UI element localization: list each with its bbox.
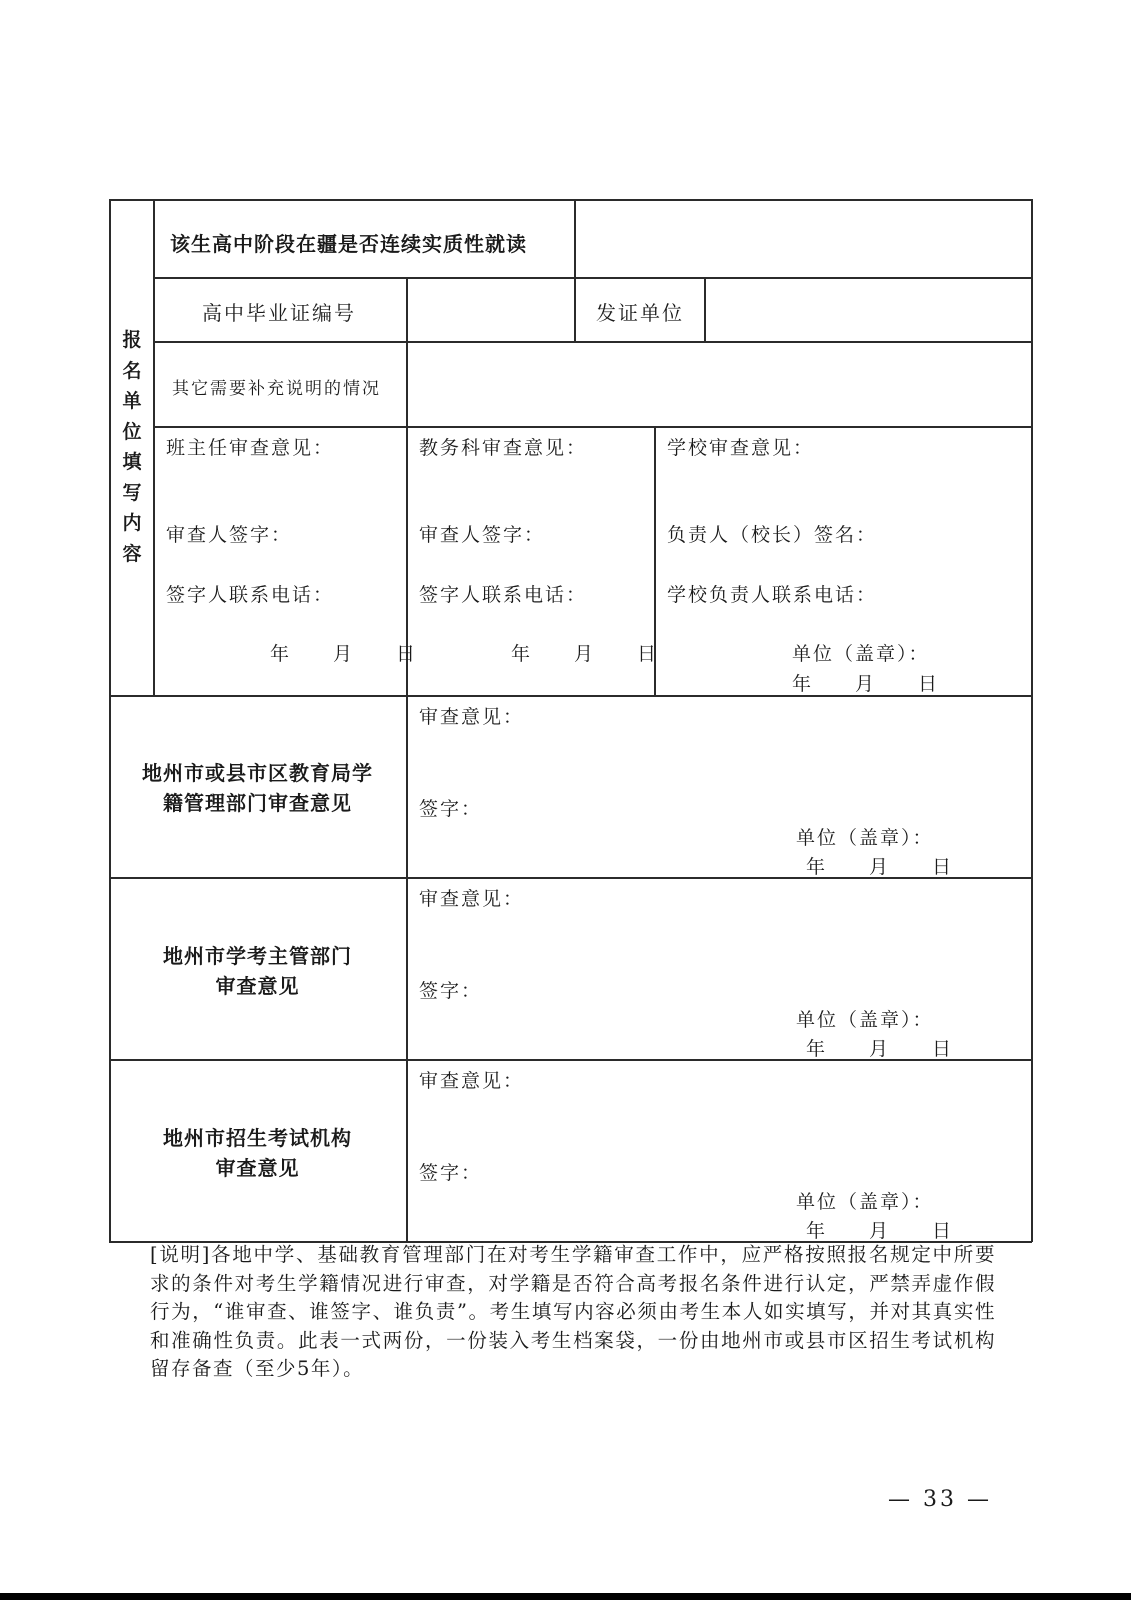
table-border-right: [1031, 199, 1033, 1242]
academic-affairs-opinion-label: 教务科审查意见：: [419, 437, 588, 459]
review-date: 年 月 日: [806, 856, 954, 878]
table-rule-vertical: [574, 199, 576, 342]
review-opinion-label: 审查意见：: [419, 706, 525, 728]
table-rule-vertical: [153, 199, 155, 696]
review-opinion-label: 审查意见：: [419, 888, 525, 910]
head-teacher-opinion-label: 班主任审查意见：: [166, 437, 335, 459]
table-rule-vertical: [406, 277, 408, 1241]
table-rule: [153, 341, 1032, 343]
review-label-line: 地州市招生考试机构: [163, 1126, 352, 1150]
continuous-study-label: 该生高中阶段在疆是否连续实质性就读: [170, 232, 527, 256]
head-teacher-signer-label: 审查人签字：: [166, 524, 293, 546]
review-sign-label: 签字：: [419, 798, 483, 820]
explanatory-note: [说明]各地中学、基础教育管理部门在对考生学籍审查工作中，应严格按照报名规定中所要求的条件对考生学籍情况进行审查，对学籍是否符合高考报名条件进行认定，严禁弄虚作假行为，“谁审查、谁签字、谁负责”。考生填写内容必须由考生本人如实填写，并对其真实性和准确性负责。此表一式两份，一份装入考生档案袋，一份由地州市或县市区招生考试机构留存备查（至少5年）。: [150, 1243, 996, 1380]
table-border-top: [109, 199, 1032, 201]
table-border-left: [109, 199, 111, 1242]
review-label-line: 籍管理部门审查意见: [163, 791, 352, 815]
school-principal-signature-label: 负责人（校长）签名：: [667, 524, 878, 546]
academic-affairs-date: 年 月 日: [511, 643, 659, 665]
scan-edge-bar: [0, 1593, 1131, 1600]
issuer-label: 发证单位: [596, 301, 684, 325]
other-info-label: 其它需要补充说明的情况: [172, 379, 381, 399]
section-title-vertical: 报名单位填写内容: [122, 329, 142, 565]
review-date: 年 月 日: [806, 1038, 954, 1060]
table-rule-vertical: [704, 277, 706, 342]
review-date: 年 月 日: [806, 1220, 954, 1242]
table-rule: [153, 277, 1032, 279]
academic-affairs-signer-label: 审查人签字：: [419, 524, 546, 546]
review-label-admissions-office: [109, 1123, 406, 1183]
head-teacher-date: 年 月 日: [270, 643, 418, 665]
review-label-line: 地州市学考主管部门: [163, 944, 352, 968]
review-opinion-label: 审查意见：: [419, 1070, 525, 1092]
review-label-line: 审查意见: [215, 1156, 300, 1180]
review-sign-label: 签字：: [419, 1162, 483, 1184]
review-label-education-bureau: [109, 758, 406, 818]
review-seal-label: 单位（盖章）：: [796, 827, 934, 849]
school-seal-label: 单位（盖章）：: [792, 643, 930, 665]
school-principal-phone-label: 学校负责人联系电话：: [667, 584, 878, 606]
table-rule: [153, 426, 1032, 428]
review-label-exam-department: [109, 941, 406, 1001]
review-sign-label: 签字：: [419, 980, 483, 1002]
review-label-line: 审查意见: [215, 974, 300, 998]
diploma-number-label: 高中毕业证编号: [202, 301, 356, 325]
academic-affairs-phone-label: 签字人联系电话：: [419, 584, 588, 606]
page-number: — 33 —: [888, 1487, 992, 1512]
review-seal-label: 单位（盖章）：: [796, 1191, 934, 1213]
school-date: 年 月 日: [792, 673, 940, 695]
head-teacher-phone-label: 签字人联系电话：: [166, 584, 335, 606]
review-seal-label: 单位（盖章）：: [796, 1009, 934, 1031]
school-opinion-label: 学校审查意见：: [667, 437, 815, 459]
review-label-line: 地州市或县市区教育局学: [142, 761, 373, 785]
